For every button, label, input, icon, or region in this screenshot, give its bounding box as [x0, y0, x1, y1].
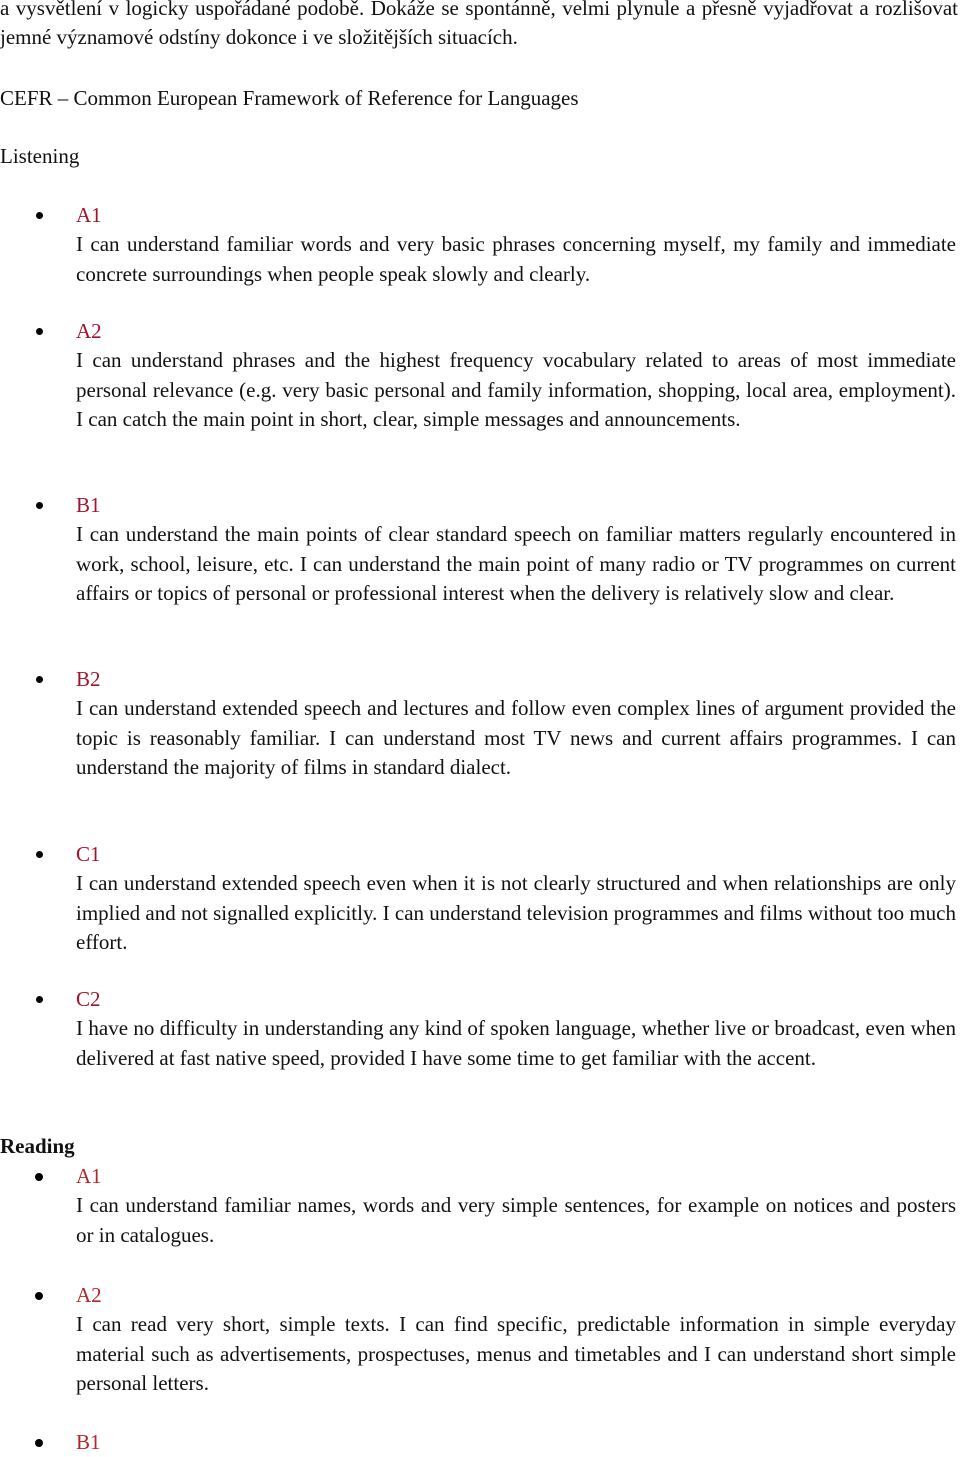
level-code: A2 — [76, 1283, 102, 1307]
level-code: B2 — [76, 667, 101, 691]
bullet-icon — [36, 328, 43, 335]
level-description: I can read very short, simple texts. I can find specific, predictable information in simple everyday material such as advertisements, prospectuses, menus and timetables and I can understand short simple personal letters. — [76, 1312, 956, 1396]
bullet-icon — [36, 502, 43, 509]
intro-paragraph: a vysvětlení v logicky uspořádané podobě. Dokáže se spontánně, velmi plynule a přesně vyjadřovat a rozlišovat jemné významové odstíny dokonce i ve složitějších situacích. — [0, 0, 958, 50]
level-code: C1 — [76, 842, 101, 866]
level-description: I have no difficulty in understanding any kind of spoken language, whether live or broadcast, even when delivered at fast native speed, provided I have some time to get familiar with the accent. — [76, 1016, 956, 1070]
bullet-icon — [36, 851, 43, 858]
listening-heading: Listening — [0, 144, 80, 168]
reading-heading: Reading — [0, 1134, 75, 1158]
level-code: B1 — [76, 493, 101, 517]
level-description: I can understand familiar words and very basic phrases concerning myself, my family and immediate concrete surroundings when people speak slowly and clearly. — [76, 232, 956, 286]
level-description: I can understand familiar names, words and very simple sentences, for example on notices and posters or in catalogues. — [76, 1193, 956, 1247]
level-code: A1 — [76, 203, 102, 227]
bullet-icon — [36, 996, 43, 1003]
level-description: I can understand extended speech and lectures and follow even complex lines of argument provided the topic is reasonably familiar. I can understand most TV news and current affairs programmes. I can understand the majority of films in standard dialect. — [76, 696, 956, 780]
level-description: I can understand phrases and the highest frequency vocabulary related to areas of most immediate personal relevance (e.g. very basic personal and family information, shopping, local area, employment). I can catch the main point in short, clear, simple messages and announcements. — [76, 348, 956, 432]
main-heading: CEFR – Common European Framework of Reference for Languages — [0, 86, 579, 110]
level-description: I can understand the main points of clear standard speech on familiar matters regularly encountered in work, school, leisure, etc. I can understand the main point of many radio or TV programmes on current affairs or topics of personal or professional interest when the delivery is relatively slow and clear. — [76, 522, 956, 606]
bullet-icon — [35, 1173, 43, 1181]
level-code: A1 — [76, 1164, 102, 1188]
level-description: I can understand extended speech even when it is not clearly structured and when relationships are only implied and not signalled explicitly. I can understand television programmes and films without too much effort. — [76, 871, 956, 955]
bullet-icon — [36, 212, 43, 219]
bullet-icon — [35, 1292, 43, 1300]
bullet-icon — [35, 1439, 43, 1447]
level-code: B1 — [76, 1430, 101, 1454]
level-code: A2 — [76, 319, 102, 343]
level-code: C2 — [76, 987, 101, 1011]
bullet-icon — [36, 676, 43, 683]
